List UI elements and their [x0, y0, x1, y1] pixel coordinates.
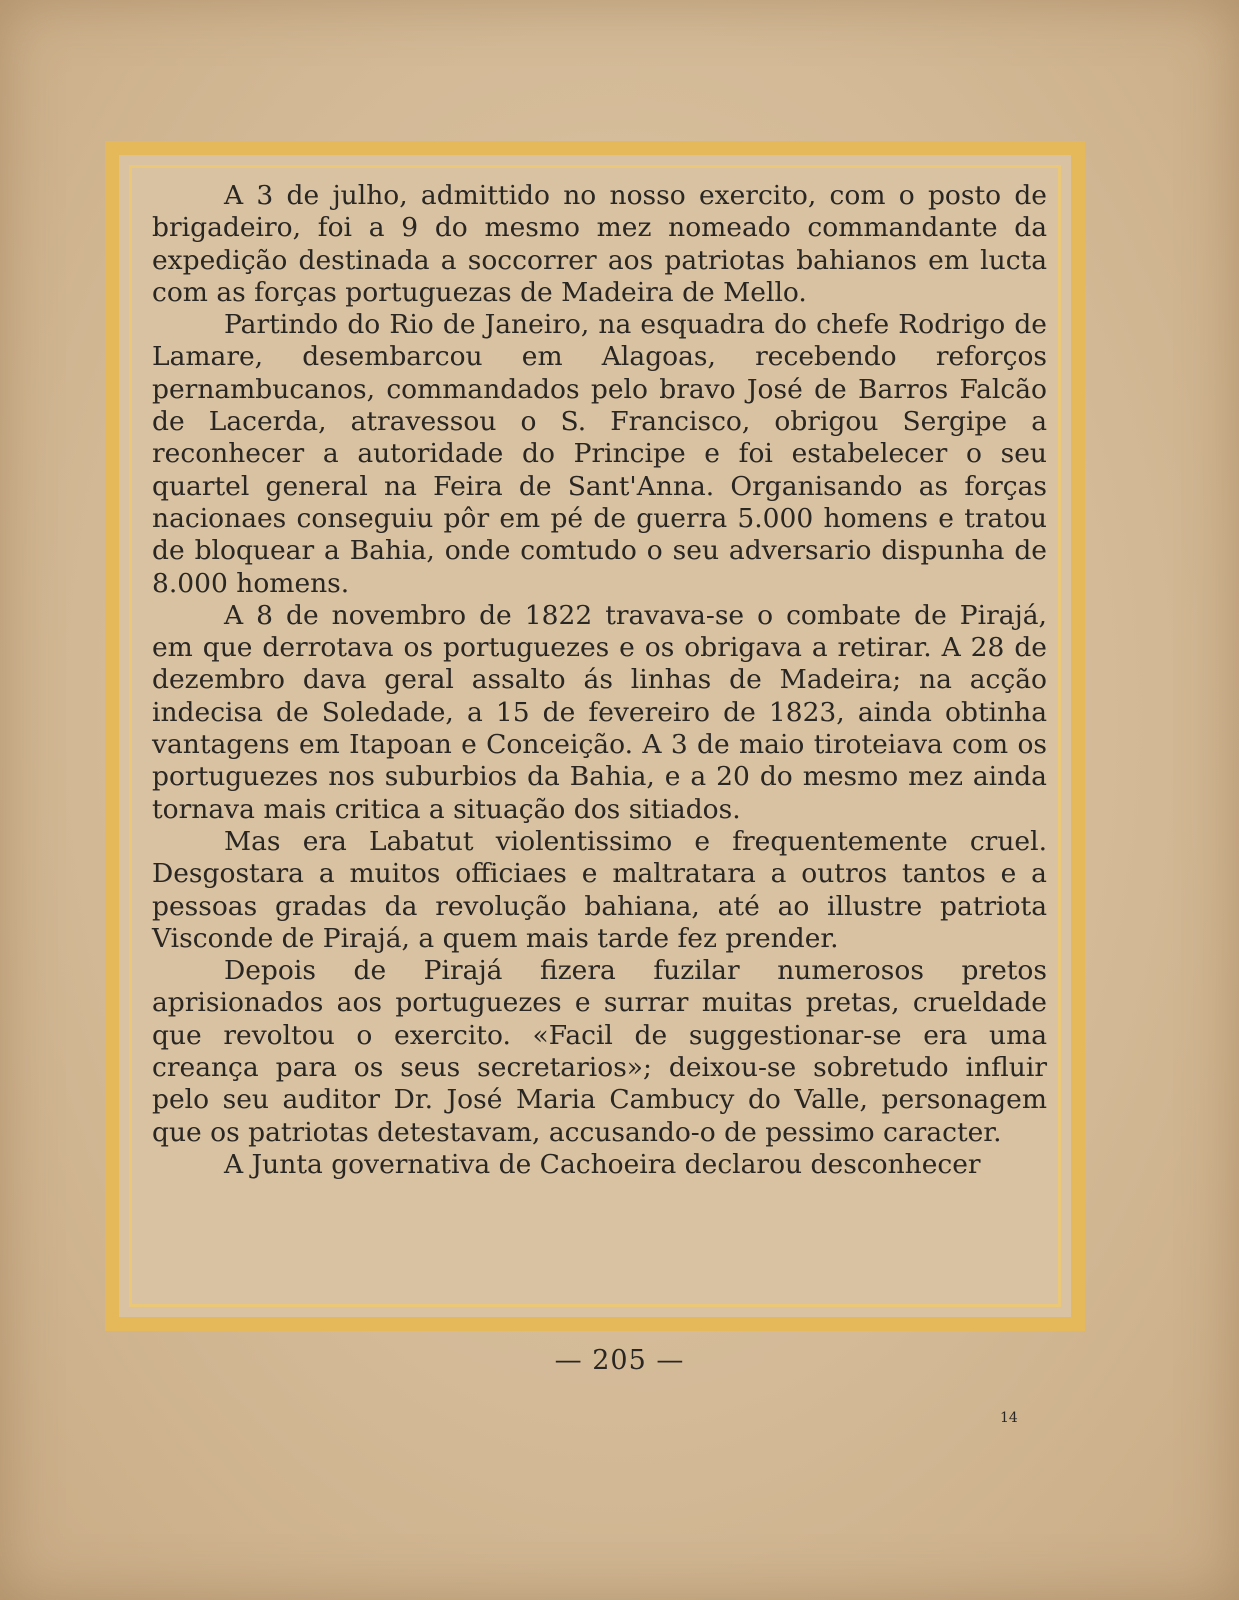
paragraph: A Junta governativa de Cachoeira declarou desconhecer: [224, 1148, 981, 1180]
body-text: [152, 180, 1047, 1181]
paragraph: Depois de Pirajá fizera fuzilar numerosos pretos aprisionados aos portuguezes e surrar muitas pretas, crueldade que revoltou o exercito. «Facil de suggestionar-se era uma creança para os seus secretarios»; deixou-se sobretudo influir pelo seu auditor Dr. José Maria Cambucy do Valle, personagem que os patriotas detestavam, accusando-o de pessimo caracter.: [152, 955, 1047, 1148]
page-number: — 205 —: [554, 1345, 685, 1376]
paragraph: A 8 de novembro de 1822 travava-se o combate de Pirajá, em que derrotava os portuguezes e os obrigava a retirar. A 28 de dezembro dava geral assalto ás linhas de Madeira; na acção indecisa de Soledade, a 15 de fevereiro de 1823, ainda obtinha vantagens em Itapoan e Conceição. A 3 de maio tiroteiava com os portuguezes nos suburbios da Bahia, e a 20 do mesmo mez ainda tornava mais critica a situação dos sitiados.: [152, 599, 1047, 825]
paragraph: A 3 de julho, admittido no nosso exercito, com o posto de brigadeiro, foi a 9 do mesmo mez nomeado commandante da expedição destinada a soccorrer aos patriotas bahianos em lucta com as forças portuguezas de Madeira de Mello.: [152, 180, 1047, 308]
printer-signature-mark: 14: [1000, 1410, 1018, 1426]
paragraph: Mas era Labatut violentissimo e frequentemente cruel. Desgostara a muitos officiaes e maltratara a outros tantos e a pessoas gradas da revolução bahiana, até ao illustre patriota Visconde de Pirajá, a quem mais tarde fez prender.: [152, 825, 1047, 954]
paragraph: Partindo do Rio de Janeiro, na esquadra do chefe Rodrigo de Lamare, desembarcou em Alagoas, recebendo reforços pernambucanos, commandados pelo bravo José de Barros Falcão de Lacerda, atravessou o S. Francisco, obrigou Sergipe a reconhecer a autoridade do Principe e foi estabelecer o seu quartel general na Feira de Sant'Anna. Organisando as forças nacionaes conseguiu pôr em pé de guerra 5.000 homens e tratou de bloquear a Bahia, onde comtudo o seu adversario dispunha de 8.000 homens.: [152, 309, 1047, 599]
